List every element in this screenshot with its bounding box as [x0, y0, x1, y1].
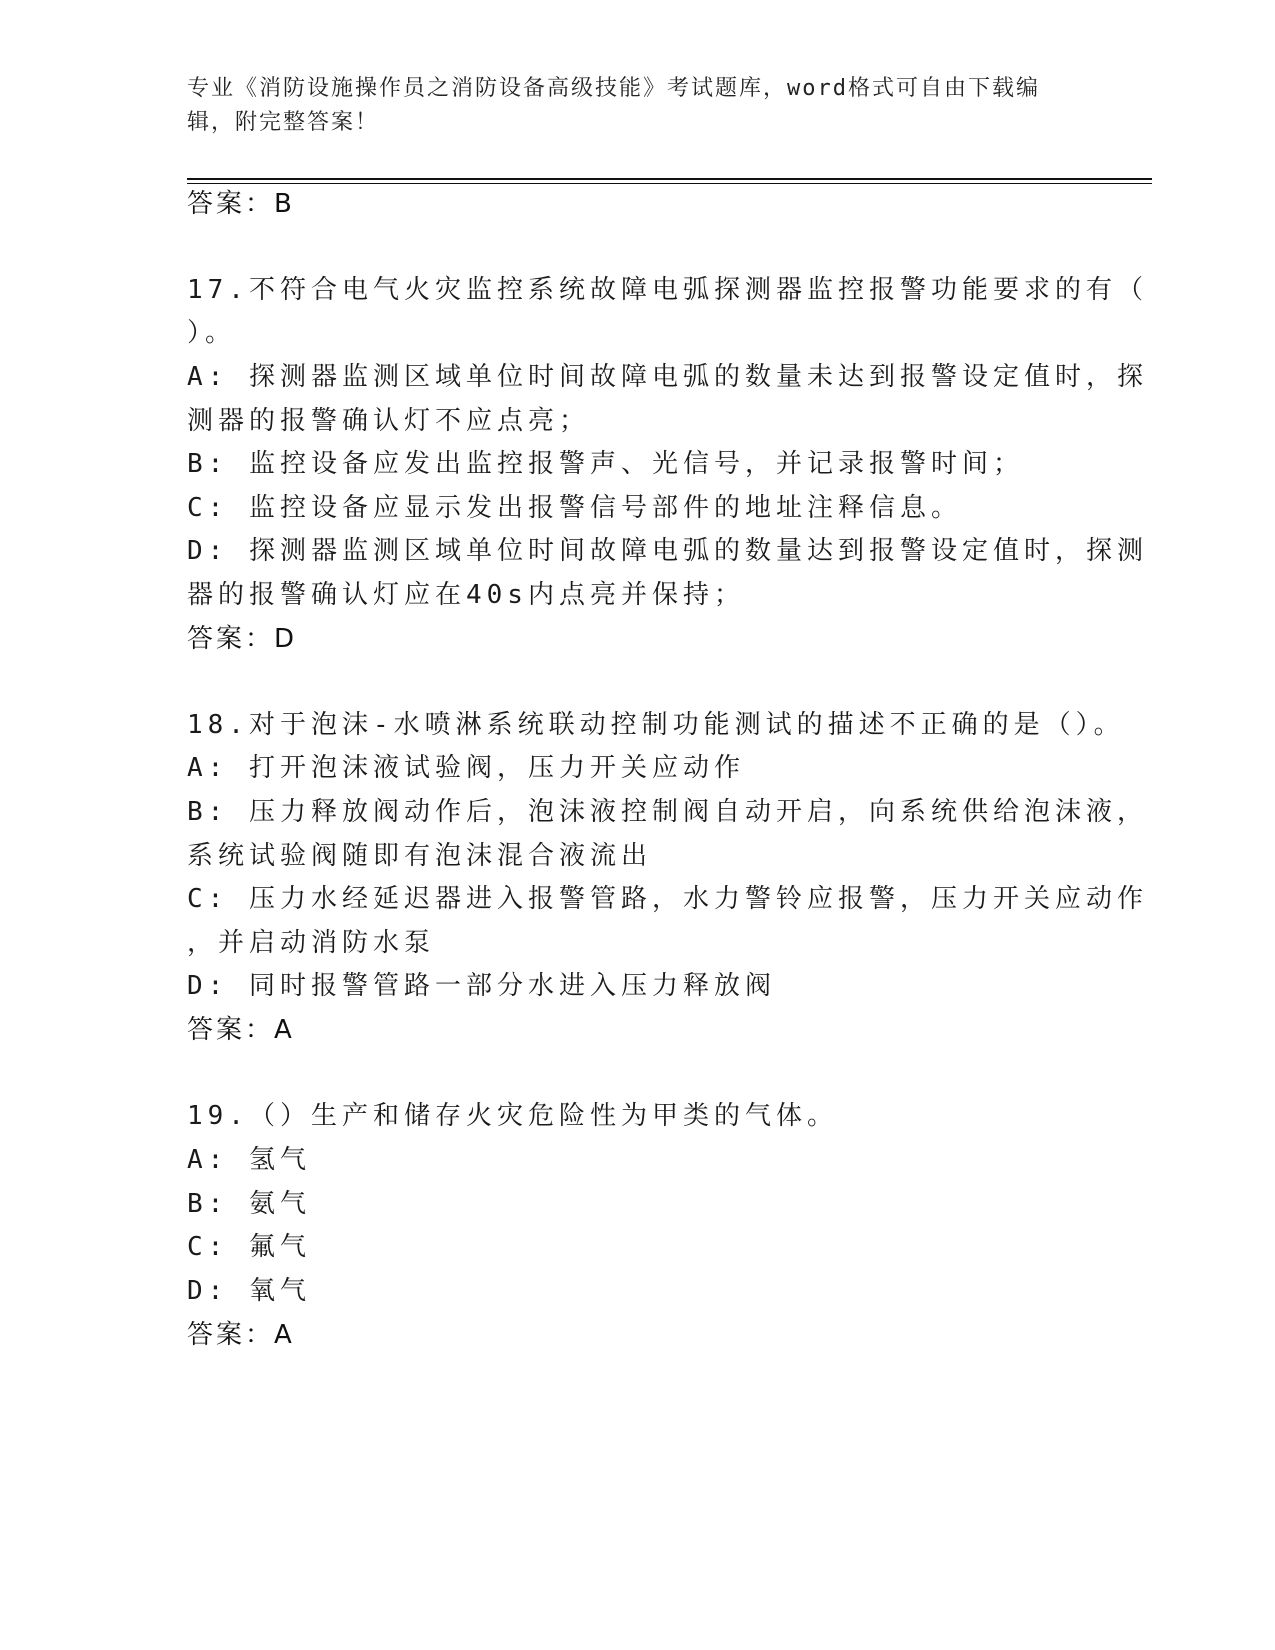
header-divider-thick: [187, 178, 1152, 180]
q18-option-a: A: 打开泡沫液试验阀，压力开关应动作: [187, 753, 745, 783]
header-line-1: 专业《消防设施操作员之消防设备高级技能》考试题库，word格式可自由下载编: [187, 76, 1040, 101]
q17-answer: 答案：D: [187, 624, 298, 654]
q19-answer: 答案：A: [187, 1320, 295, 1350]
q19-stem: 19.（）生产和储存火灾危险性为甲类的气体。: [187, 1101, 838, 1131]
q19-option-c: C: 氟气: [187, 1232, 311, 1262]
q19-option-b: B: 氨气: [187, 1189, 311, 1219]
q17-option-b: B: 监控设备应发出监控报警声、光信号，并记录报警时间；: [187, 449, 1024, 479]
q17-stem-line-2: ）。: [187, 318, 237, 348]
q17-option-a-line-1: A: 探测器监测区域单位时间故障电弧的数量未达到报警设定值时，探: [187, 362, 1148, 392]
q18-stem: 18.对于泡沫-水喷淋系统联动控制功能测试的描述不正确的是（）。: [187, 710, 1125, 740]
q17-option-c: C: 监控设备应显示发出报警信号部件的地址注释信息。: [187, 493, 962, 523]
document-header: [187, 72, 1067, 140]
q17-option-a-line-2: 测器的报警确认灯不应点亮；: [187, 406, 591, 436]
q17-stem-line-1: 17.不符合电气火灾监控系统故障电弧探测器监控报警功能要求的有（: [187, 275, 1148, 305]
header-line-2: 辑，附完整答案！: [187, 110, 380, 135]
q18-option-b-line-1: B: 压力释放阀动作后，泡沫液控制阀自动开启，向系统供给泡沫液，: [187, 797, 1148, 827]
header-divider-thin: [187, 183, 1152, 184]
q18-option-c-line-2: ，并启动消防水泵: [187, 928, 436, 958]
q17-option-d-line-2: 器的报警确认灯应在40s内点亮并保持；: [187, 580, 745, 610]
q18-option-b-line-2: 系统试验阀随即有泡沫混合液流出: [187, 841, 653, 871]
q19-option-a: A: 氢气: [187, 1145, 311, 1175]
q18-option-d: D: 同时报警管路一部分水进入压力释放阀: [187, 971, 776, 1001]
q17-option-d-line-1: D: 探测器监测区域单位时间故障电弧的数量达到报警设定值时，探测: [187, 536, 1148, 566]
previous-answer: 答案：B: [187, 189, 295, 219]
q18-option-c-line-1: C: 压力水经延迟器进入报警管路，水力警铃应报警，压力开关应动作: [187, 884, 1148, 914]
q18-answer: 答案：A: [187, 1015, 295, 1045]
q19-option-d: D: 氧气: [187, 1276, 311, 1306]
